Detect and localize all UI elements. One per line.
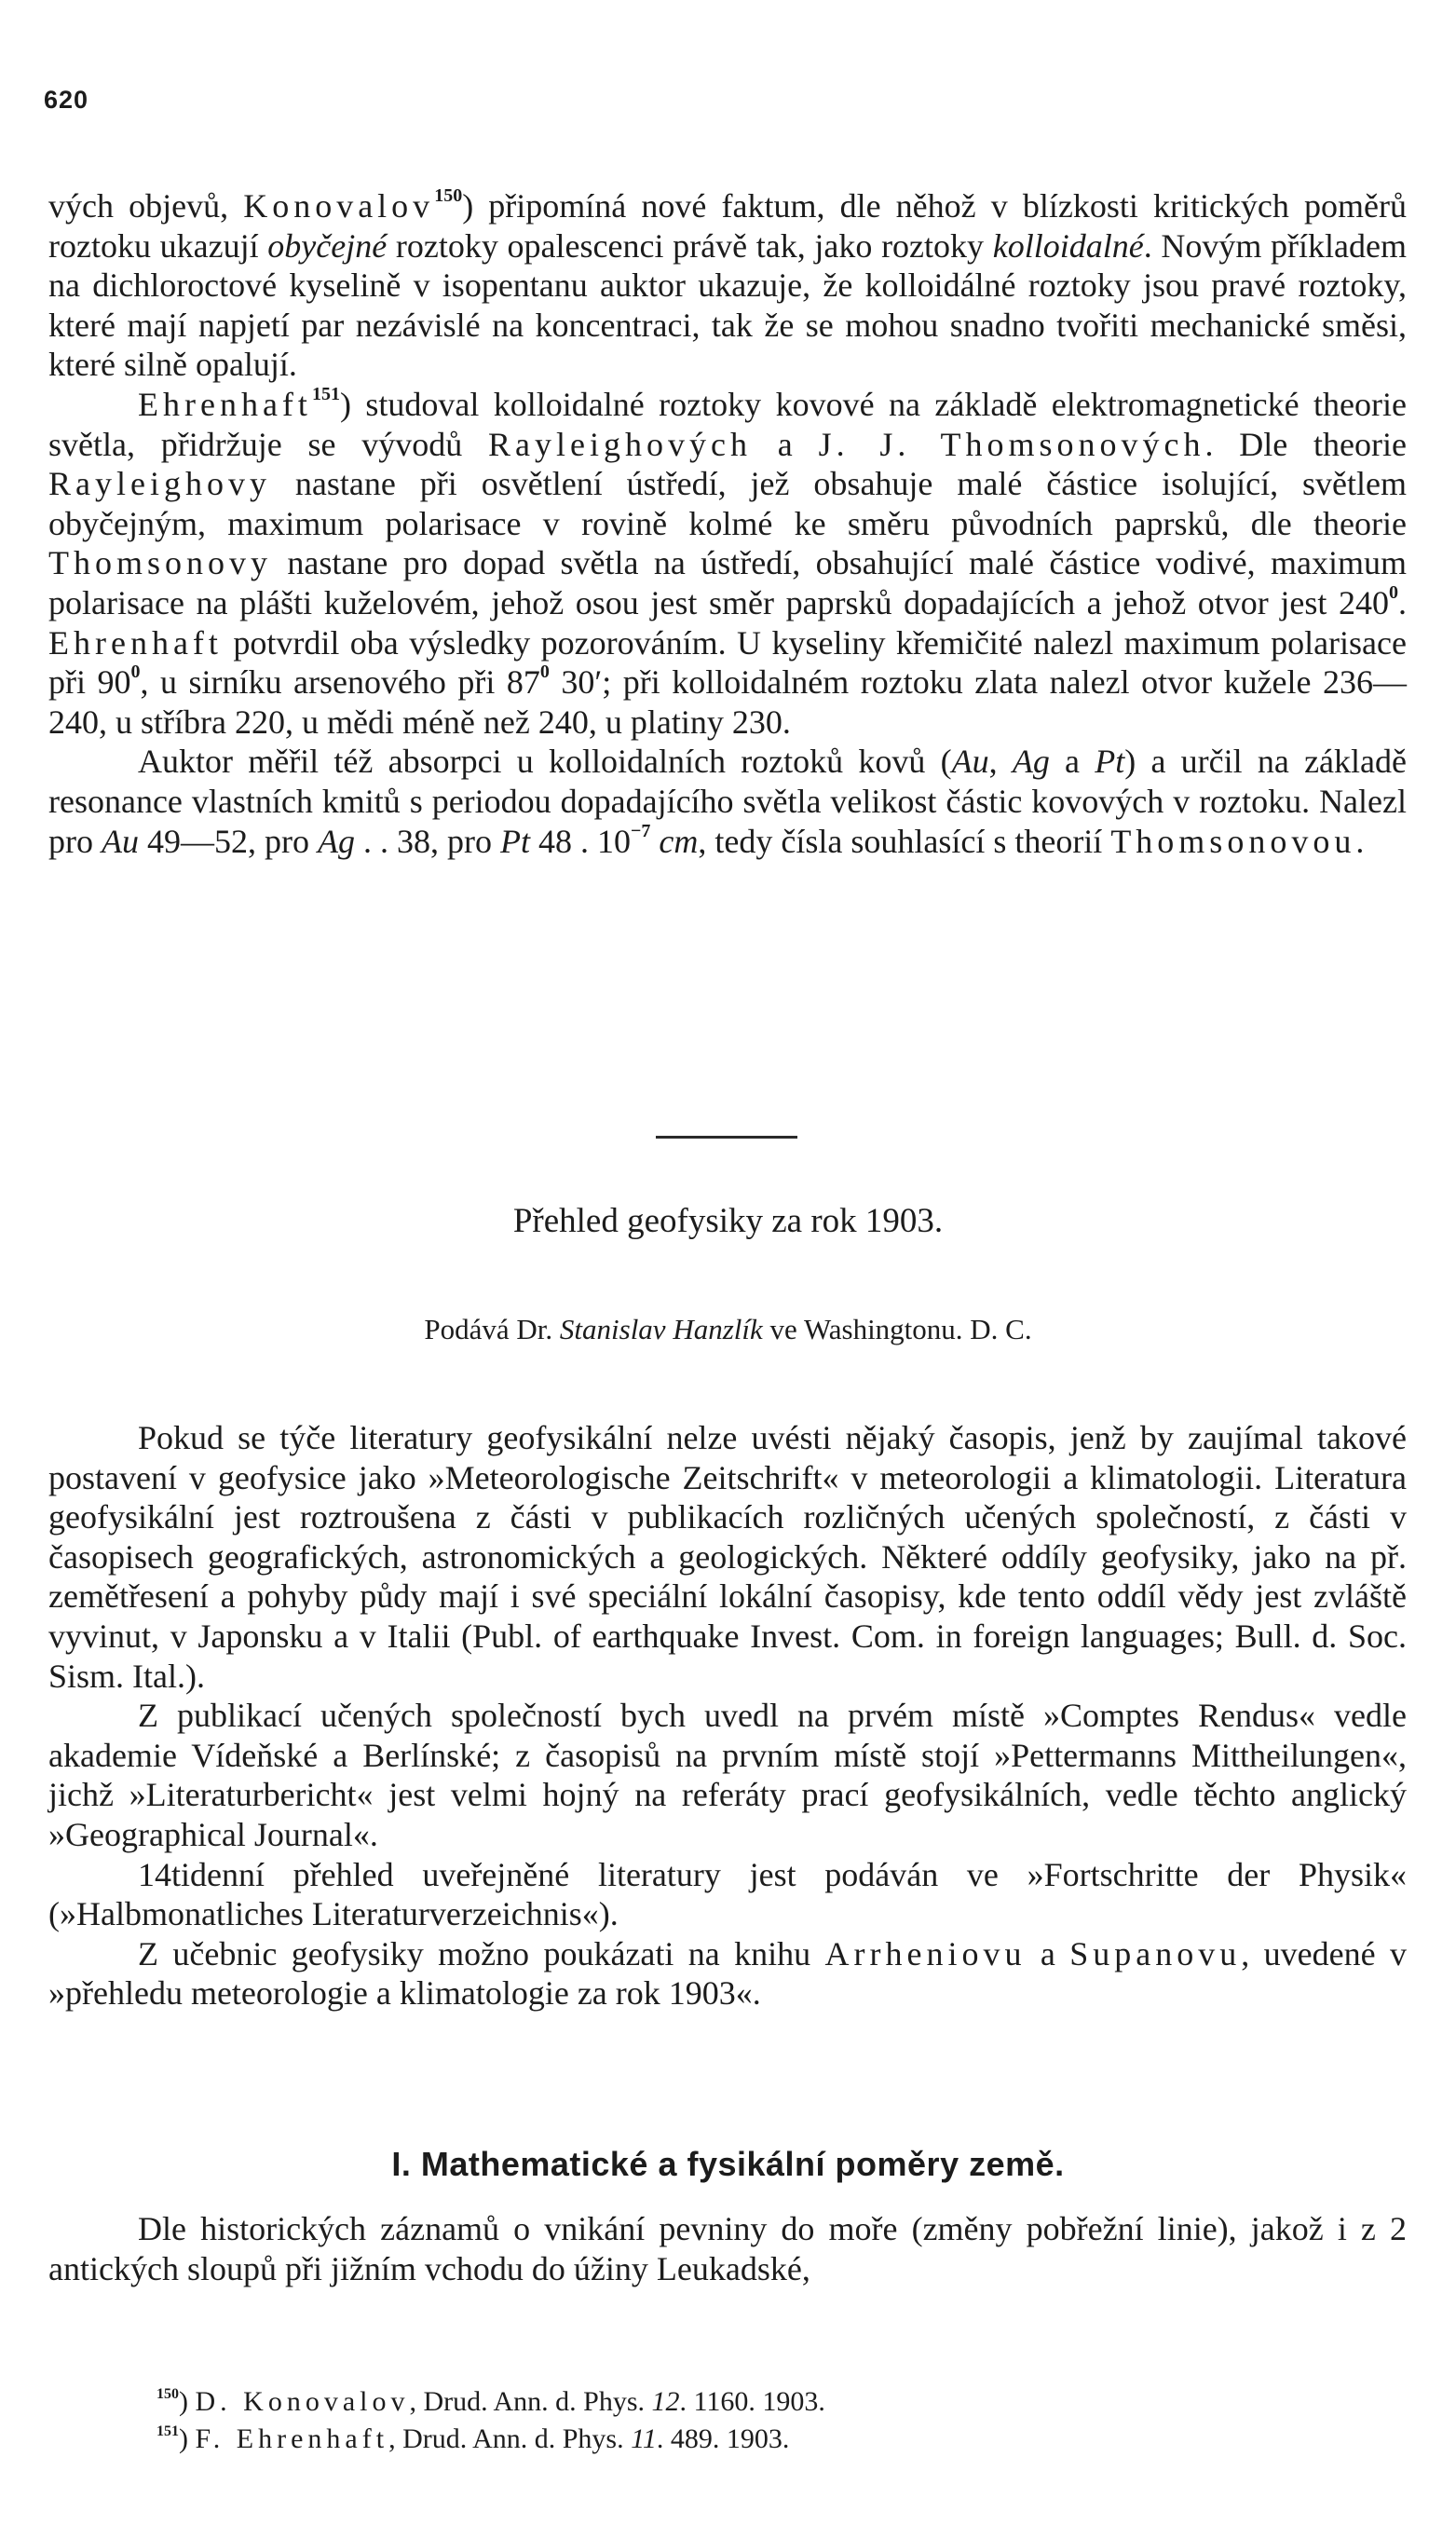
footnote-author: F. Ehrenhaft [195,2423,389,2454]
author-name: Rayleighových [488,425,752,463]
section-title: Přehled geofysiky za rok 1903. [512,1202,944,1240]
degree-mark: 0 [130,662,141,683]
author-name: Thomsonovou [1110,822,1356,860]
emphasis: obyčejné [267,226,388,265]
emphasis: Au [951,743,989,781]
paragraph-historical: Dle historických záznamů o vnikání pevniny do moře (změny pobřežní linie), jakož i z 2 antických sloupů při jižním vchodu do úžiny Leukadské, [48,2210,1407,2287]
emphasis: Pt [500,822,530,860]
degree-mark: 0 [539,662,550,683]
emphasis: kolloidalné [992,226,1144,265]
footnote-ref: 150 [434,185,463,206]
footnote-volume: 12 [651,2386,680,2417]
emphasis: Ag [1012,743,1050,781]
author-name: Rayleighovy [48,465,271,503]
footnote-151: $^{151}$) F. Ehrenhaft, Drud. Ann. d. Phys. 11. 489. 1903. [156,2423,790,2454]
author-name: Konovalov [243,187,435,225]
author-name: Arrheniovu [824,1934,1027,1972]
emphasis: Pt [1095,743,1125,781]
section-text-block [48,1418,1407,2013]
footnote-volume: 11 [631,2423,657,2454]
byline-author: Stanislav Hanzlík [559,1313,763,1345]
emphasis: Au [102,822,139,860]
footnote-ref: 151 [311,383,340,404]
author-name: J. J. Thomsonových [818,425,1205,463]
subsection-text-block [48,2209,1407,2288]
author-name: Supanovu [1069,1934,1242,1972]
paragraph-absorption: Auktor měřil též absorpci u kolloidalních roztoků kovů (Au, Ag a Pt) a určil na základě resonance vlastních kmitů s periodou dopadajícího světla velikost částic kovových v roztoku. Nalezl pro Au 49—52, pro Ag . . 38, pro Pt 48 . $10^{-7}$ cm, tedy čísla souhlasící s theorií Thomsonovou. [48,743,1407,860]
paragraph-literature: Pokud se týče literatury geofysikální nelze uvésti nějaký časopis, jenž by zaujímal takové postavení v geofysice jako »Meteorologische Zeitschrift« v meteorologii a klimatologii. Literatura geofysikální jest roztroušena z části v publikacích rozličných učených společností, z části v časopisech geografických, astronomických a geologických. Některé oddíly geofysiky, jako na př. zemětřesení a pohyby půdy mají i své speciální lokální časopisy, kde tento oddíl vědy jest zvláště vyvinut, v Japonsku a v Italii (Publ. of earthquake Invest. Com. in foreign languages; Bull. d. Soc. Sism. Ital.). [48,1419,1407,1695]
page-number: 620 [44,86,89,114]
paragraph-publications: Z publikací učených společností bych uvedl na prvém místě »Comptes Rendus« vedle akademie Vídeňské a Berlínské; z časopisů na prvním místě stojí »Pettermanns Mittheilungen«, jichž »Literaturbericht« jest velmi hojný na referáty prací geofysikálních, vedle těchto anglický »Geographical Journal«. [48,1697,1407,1853]
paragraph-textbooks: Z učebnic geofysiky možno poukázati na knihu Arrheniovu a Supanovu, uvedené v »přehledu meteorologie a klimatologie za rok 1903«. [48,1934,1407,2013]
emphasis: cm [659,822,699,860]
author-name: Ehrenhaft [48,623,223,662]
subsection-heading: I. Mathematické a fysikální poměry země. [391,2145,1065,2183]
exponent: −7 [631,820,651,841]
footnote-150: $^{150}$) D. Konovalov, Drud. Ann. d. Phys. 12. 1160. 1903. [156,2386,825,2417]
footnote-author: D. Konovalov [195,2386,410,2417]
paragraph-konovalov: vých objevů, Konovalov$^{150}$) připomíná nové faktum, dle něhož v blízkosti kritických poměrů roztoku ukazují obyčejné roztoky opalescenci právě tak, jako roztoky kolloidalné. Novým příkladem na dichloroctové kyselině v isopentanu auktor ukazuje, že kolloidálné roztoky jsou pravé roztoky, které mají napjetí par nezávislé na koncentraci, tak že se mohou snadno tvořiti mechanické směsi, které silně opalují. [48,185,1408,384]
intro-text-block [48,186,1407,861]
paragraph-ehrenhaft: Ehrenhaft$^{151}$) studoval kolloidalné roztoky kovové na základě elektromagnetické theorie světla, přidržuje se vývodů Rayleighových a J. J. Thomsonových. Dle theorie Rayleighovy nastane při osvětlení ústředí, jež obsahuje malé částice isolující, světlem obyčejným, maximum polarisace v rovině kolmé ke směru původních paprsků, dle theorie Thomsonovy nastane pro dopad světla na ústředí, obsahující malé částice vodivé, maximum polarisace na plášti kuželovém, jehož osou jest směr paprsků dopadajících a jehož otvor jest $240^0$. Ehrenhaft potvrdil oba výsledky pozorováním. U kyseliny křemičité nalezl maximum polarisace při $90^0$, u sirníku arsenového při $87^0$ 30′; při kolloidalném roztoku zlata nalezl otvor kužele 236—240, u stříbra 220, u mědi méně než 240, u platiny 230. [48,383,1408,741]
footnote-number: 151 [156,2423,179,2439]
emphasis: Ag [318,822,355,860]
paragraph-fortschritte: 14tidenní přehled uveřejněné literatury jest podáván ve »Fortschritte der Physik« (»Halbmonatliches Literaturverzeichnis«). [48,1855,1407,1933]
footnotes [156,2383,1368,2458]
author-name: Ehrenhaft [138,385,312,423]
author-name: Thomsonovy [48,544,273,582]
degree-mark: 0 [1389,581,1398,603]
footnote-number: 150 [156,2386,179,2402]
section-byline: Podává Dr. Stanislav Hanzlík ve Washingtonu. D. C. [424,1313,1032,1345]
section-divider [656,1136,797,1139]
